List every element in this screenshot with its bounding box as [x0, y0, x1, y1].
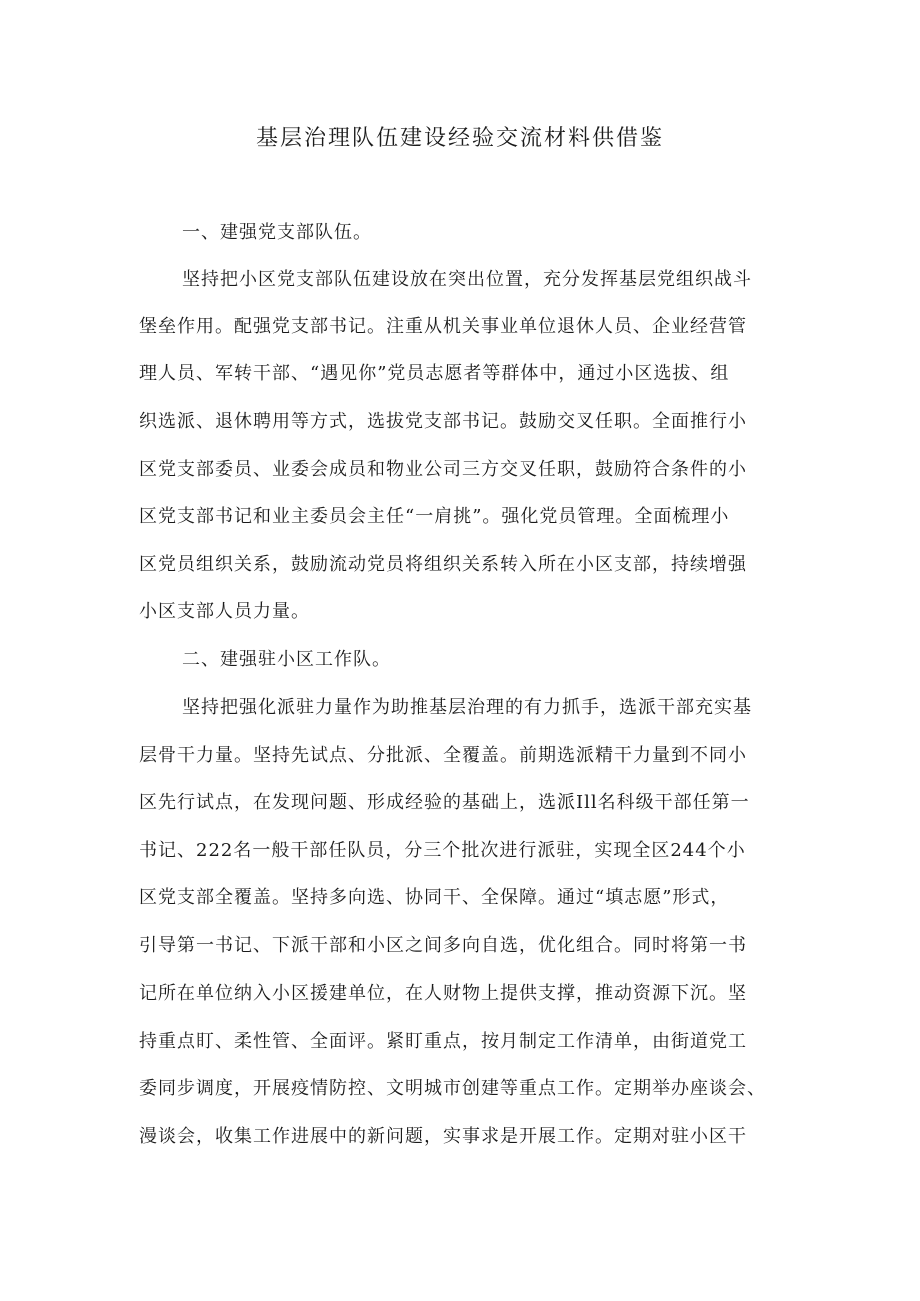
paragraph-line: 区党支部书记和业主委员会主任“一肩挑”。强化党员管理。全面梳理小 — [139, 506, 730, 527]
paragraph-line: 引导第一书记、下派干部和小区之间多向自选，优化组合。同时将第一书 — [139, 935, 747, 956]
paragraph-line: 区党支部委员、业委会成员和物业公司三方交叉任职，鼓励符合条件的小 — [139, 459, 747, 480]
paragraph-line: 织选派、退休聘用等方式，选拔党支部书记。鼓励交叉任职。全面推行小 — [139, 411, 747, 432]
paragraph-line: 坚持把强化派驻力量作为助推基层治理的有力抓手，选派干部充实基 — [182, 697, 752, 718]
paragraph-line: 坚持把小区党支部队伍建设放在突出位置，充分发挥基层党组织战斗 — [182, 269, 752, 290]
paragraph-line: 漫谈会，收集工作进展中的新问题，实事求是开展工作。定期对驻小区干 — [139, 1126, 747, 1147]
section-heading-2: 二、建强驻小区工作队。 — [182, 649, 391, 670]
paragraph-line: 堡垒作用。配强党支部书记。注重从机关事业单位退休人员、企业经营管 — [139, 316, 747, 337]
paragraph-line: 区先行试点，在发现问题、形成经验的基础上，选派Ill名科级干部任第一 — [139, 792, 750, 813]
section-heading-1: 一、建强党支部队伍。 — [182, 222, 372, 243]
paragraph-line: 理人员、军转干部、“遇见你”党员志愿者等群体中，通过小区选拔、组 — [139, 363, 730, 384]
paragraph-line: 持重点盯、柔性管、全面评。紧盯重点，按月制定工作清单，由街道党工 — [139, 1031, 747, 1052]
document-title: 基层治理队伍建设经验交流材料供借鉴 — [255, 126, 664, 151]
paragraph-line: 记所在单位纳入小区援建单位，在人财物上提供支撑，推动资源下沉。坚 — [139, 983, 747, 1004]
paragraph-line: 层骨干力量。坚持先试点、分批派、全覆盖。前期选派精干力量到不同小 — [139, 745, 747, 766]
paragraph-line: 委同步调度，开展疫情防控、文明城市创建等重点工作。定期举办座谈会、 — [139, 1078, 766, 1099]
paragraph-line: 小区支部人员力量。 — [139, 601, 310, 622]
paragraph-line: 区党支部全覆盖。坚持多向选、协同干、全保障。通过“填志愿”形式， — [139, 887, 730, 908]
paragraph-line: 书记、222名一般干部任队员，分三个批次进行派驻，实现全区244个小 — [139, 840, 746, 861]
paragraph-line: 区党员组织关系，鼓励流动党员将组织关系转入所在小区支部，持续增强 — [139, 554, 747, 575]
